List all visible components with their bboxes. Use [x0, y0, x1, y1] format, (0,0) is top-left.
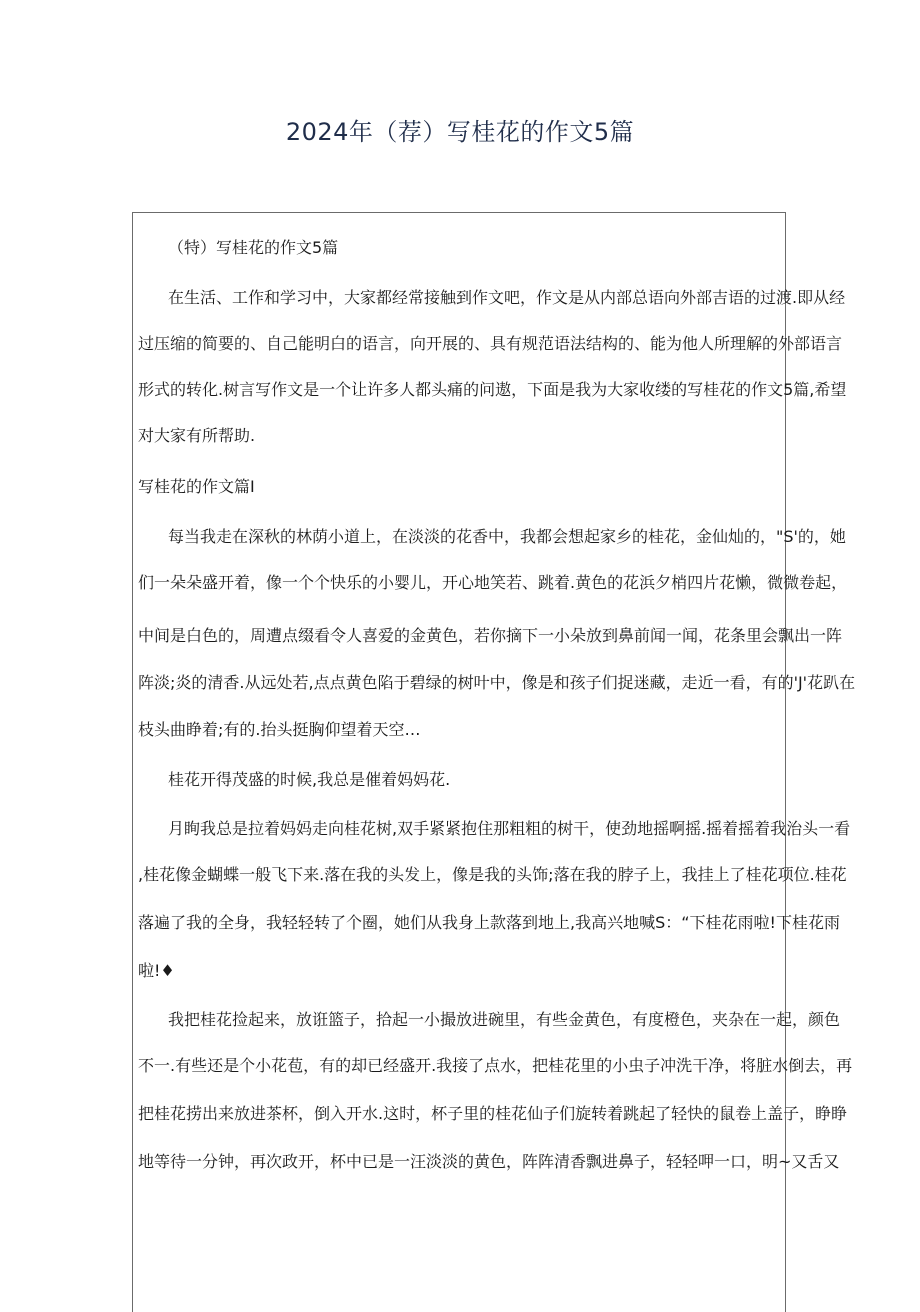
para3-line-2: ,桂花像金蝴蝶一般飞下来.落在我的头发上，像是我的头饰;落在我的脖子上，我挂上了桂花项位.桂花 — [138, 865, 847, 884]
para4-line-1: 我把桂花捡起来，放诳篮子，拾起一小撮放进碗里，有些金黄色，有度橙色，夹杂在一起，颜色 — [168, 1010, 841, 1029]
para1-line-1: 每当我走在深秋的林荫小道上，在淡淡的花香中，我都会想起家乡的桂花，金仙灿的，"S'的，她 — [168, 527, 846, 546]
para3-line-1: 月眴我总是拉着妈妈走向桂花树,双手紧紧抱住那粗粗的树干，使劲地摇啊摇.摇着摇着我治头一看 — [168, 819, 851, 838]
para4-line-4: 地等待一分钟，再次政开，杯中已是一汪淡淡的黄色，阵阵清香飘进鼻子，轻轻呷一口，明~又舌又 — [138, 1152, 840, 1171]
para4-line-3: 把桂花捞出来放进茶杯，倒入开水.这时，杯子里的桂花仙子们旋转着跳起了轻快的鼠卷上盖子，睁睁 — [138, 1104, 848, 1123]
para1-line-3: 中间是白色的，周遭点缀看令人喜爱的金黄色，若你摘下一小朵放到鼻前闻一闻，花条里会飘出一阵 — [138, 626, 843, 645]
para3-line-3: 落遍了我的全身，我轻轻转了个圈，她们从我身上款落到地上,我高兴地喊S：“下桂花雨啦!下桂花雨 — [138, 913, 840, 932]
para3-line-4: 啦!♦ — [138, 961, 175, 980]
intro-line-2: 过压缩的简要的、自己能明白的语言，向开展的、具有规范语法结构的、能为他人所理解的外部语言 — [138, 334, 843, 353]
intro-line-4: 对大家有所帮助. — [138, 426, 256, 445]
section-heading: 写桂花的作文篇I — [138, 477, 255, 496]
intro-line-1: 在生活、工作和学习中，大家都经常接触到作文吧，作文是从内部总语向外部吉语的过渡.即从经 — [168, 288, 846, 307]
para1-line-2: 们一朵朵盛开着，像一个个快乐的小婴儿，开心地笑若、跳着.黄色的花浜夕梢四片花懒，微微卷起， — [138, 573, 848, 592]
para4-line-2: 不一.有些还是个小花苞，有的却已经盛开.我接了点水，把桂花里的小虫子冲洗干净，将脏水倒去，再 — [138, 1056, 853, 1075]
content-box — [132, 212, 856, 1312]
page-title: 2024年（荐）写桂花的作文5篇 — [285, 118, 635, 146]
intro-line-3: 形式的转化.树言写作文是一个让许多人都头痛的问遨，下面是我为大家收缕的写桂花的作文5篇,希望 — [138, 380, 847, 399]
para2-line: 桂花开得茂盛的时候,我总是催着妈妈花. — [168, 770, 451, 789]
para1-line-4: 阵淡;炎的清香.从远处若,点点黄色陷于碧绿的树叶中，像是和孩子们捉迷藏，走近一看，有的'J'花趴在 — [138, 673, 856, 692]
para1-line-5: 枝头曲睁着;有的.抬头挺胸仰望着天空… — [138, 720, 421, 739]
doc-subtitle: （特）写桂花的作文5篇 — [168, 238, 339, 257]
